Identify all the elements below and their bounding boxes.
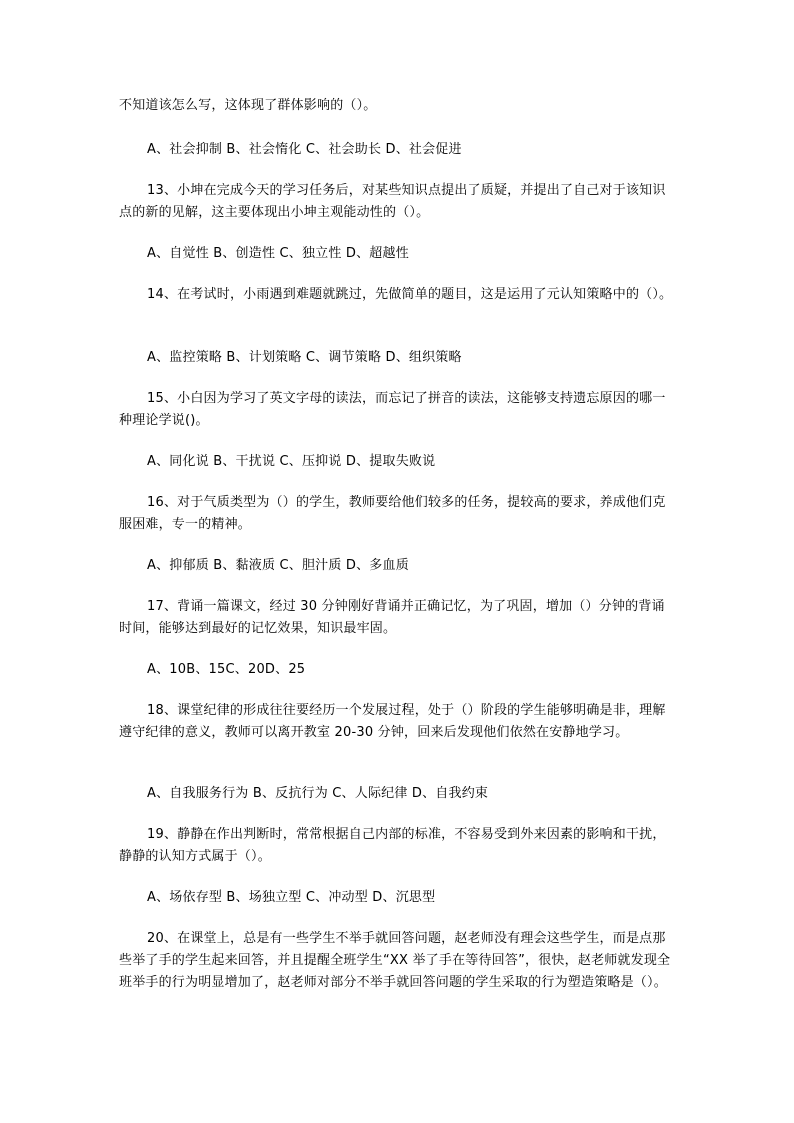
question-19: 19、静静在作出判断时，常常根据自己内部的标准，不容易受到外来因素的影响和干扰，静静的认知方式属于（）。	[119, 827, 666, 864]
options-q16: A、抑郁质 B、黏液质 C、胆汁质 D、多血质	[147, 558, 409, 573]
question-17: 17、背诵一篇课文，经过 30 分钟刚好背诵并正确记忆，为了巩固，增加（）分钟的背诵时间，能够达到最好的记忆效果，知识最牢固。	[119, 599, 665, 636]
options-q15: A、同化说 B、干扰说 C、压抑说 D、提取失败说	[147, 454, 436, 469]
options-q13: A、自觉性 B、创造性 C、独立性 D、超越性	[147, 246, 409, 261]
paragraph-continuation: 不知道该怎么写，这体现了群体影响的（）。	[119, 98, 377, 113]
options-q12: A、社会抑制 B、社会惰化 C、社会助长 D、社会促进	[147, 142, 462, 157]
options-q14: A、监控策略 B、计划策略 C、调节策略 D、组织策略	[147, 350, 462, 365]
options-q19: A、场依存型 B、场独立型 C、冲动型 D、沉思型	[147, 890, 436, 905]
options-q18: A、自我服务行为 B、反抗行为 C、人际纪律 D、自我约束	[147, 786, 489, 801]
question-16: 16、对于气质类型为（）的学生，教师要给他们较多的任务，提较高的要求，养成他们克服困难，专一的精神。	[119, 495, 666, 532]
question-15: 15、小白因为学习了英文字母的读法，而忘记了拼音的读法，这能够支持遗忘原因的哪一种理论学说()。	[119, 391, 666, 428]
options-q17: A、10B、15C、20D、25	[147, 662, 306, 677]
question-13: 13、小坤在完成今天的学习任务后，对某些知识点提出了质疑，并提出了自己对于该知识点的新的见解，这主要体现出小坤主观能动性的（）。	[119, 183, 666, 220]
question-20: 20、在课堂上，总是有一些学生不举手就回答问题，赵老师没有理会这些学生，而是点那些举了手的学生起来回答，并且提醒全班学生“XX 举了手在等待回答”，很快，赵老师就发现全班举手的行为明显增加了，赵老师对部分不举手就回答问题的学生采取的行为塑造策略是（）。	[119, 931, 671, 990]
question-14: 14、在考试时，小雨遇到难题就跳过，先做简单的题目，这是运用了元认知策略中的（）。	[147, 287, 673, 302]
question-18: 18、课堂纪律的形成往往要经历一个发展过程，处于（）阶段的学生能够明确是非，理解遵守纪律的意义，教师可以离开教室 20-30 分钟，回来后发现他们依然在安静地学习。	[119, 703, 666, 740]
